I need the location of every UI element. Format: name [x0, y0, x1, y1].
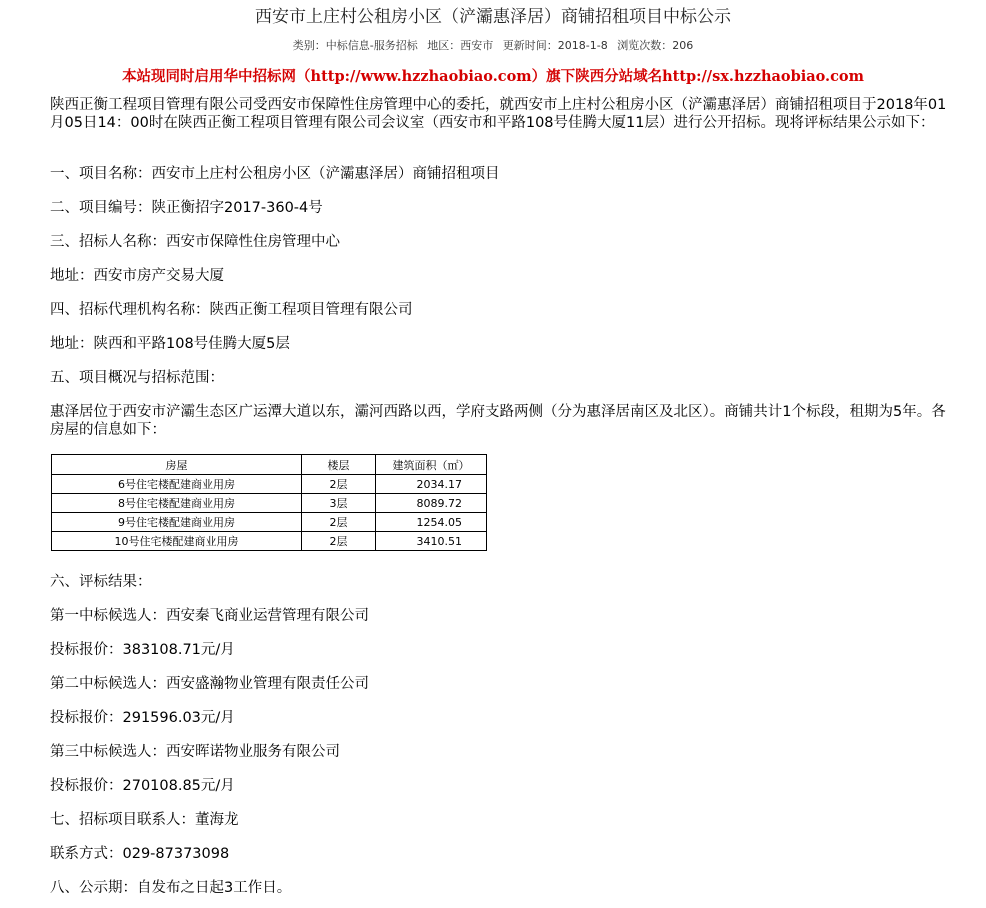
- table-row: [52, 532, 487, 551]
- header-area: 建筑面积（㎡）: [376, 455, 487, 475]
- meta-category: 类别：中标信息-服务招标: [292, 39, 418, 52]
- table-row: [52, 475, 487, 494]
- meta-views: 浏览次数：206: [617, 39, 694, 52]
- meta-line: [0, 37, 986, 55]
- candidate-3: 第三中标候选人：西安晖诺物业服务有限公司: [50, 744, 340, 760]
- table-row: [52, 513, 487, 532]
- cell-area: 1254.05: [376, 513, 487, 532]
- overview-description: 惠泽居位于西安市浐灞生态区广运潭大道以东，灞河西路以西，学府支路两侧（分为惠泽居南区及北区）。商铺共计1个标段，租期为5年。各房屋的信息如下：: [50, 404, 946, 438]
- section-results: 六、评标结果：: [50, 574, 152, 590]
- section-project-name: 一、项目名称：西安市上庄村公租房小区（浐灞惠泽居）商铺招租项目: [50, 166, 500, 182]
- site-notice: 本站现同时启用华中招标网（http://www.hzzhaobiao.com）旗下陕西分站域名http://sx.hzzhaobiao.com: [122, 68, 864, 85]
- cell-room: 9号住宅楼配建商业用房: [52, 513, 302, 532]
- section-overview: 五、项目概况与招标范围：: [50, 370, 224, 386]
- cell-room: 8号住宅楼配建商业用房: [52, 494, 302, 513]
- meta-region: 地区：西安市: [427, 39, 494, 52]
- candidate-1-price: 投标报价：383108.71元/月: [50, 642, 235, 658]
- cell-area: 8089.72: [376, 494, 487, 513]
- intro-paragraph: 陕西正衡工程项目管理有限公司受西安市保障性住房管理中心的委托，就西安市上庄村公租房小区（浐灞惠泽居）商铺招租项目于2018年01月05日14：00时在陕西正衡工程项目管理有限公司会议室（西安市和平路108号佳腾大厦11层）进行公开招标。现将评标结果公示如下：: [50, 97, 947, 131]
- cell-floor: 2层: [302, 513, 376, 532]
- cell-floor: 2层: [302, 475, 376, 494]
- cell-room: 6号住宅楼配建商业用房: [52, 475, 302, 494]
- table-row: [52, 494, 487, 513]
- meta-updated: 更新时间：2018-1-8: [502, 39, 608, 52]
- page-title: 西安市上庄村公租房小区（浐灞惠泽居）商铺招租项目中标公示: [255, 7, 731, 27]
- candidate-2: 第二中标候选人：西安盛瀚物业管理有限责任公司: [50, 676, 369, 692]
- tenderer-address: 地址：西安市房产交易大厦: [50, 268, 224, 284]
- candidate-1: 第一中标候选人：西安秦飞商业运营管理有限公司: [50, 608, 369, 624]
- cell-area: 2034.17: [376, 475, 487, 494]
- contact-phone: 联系方式：029-87373098: [50, 846, 230, 862]
- cell-floor: 3层: [302, 494, 376, 513]
- section-publicity-period: 八、公示期：自发布之日起3工作日。: [50, 880, 292, 896]
- table-header-row: [52, 455, 487, 475]
- cell-area: 3410.51: [376, 532, 487, 551]
- cell-room: 10号住宅楼配建商业用房: [52, 532, 302, 551]
- section-agency: 四、招标代理机构名称：陕西正衡工程项目管理有限公司: [50, 302, 413, 318]
- rooms-table: [51, 454, 487, 551]
- header-floor: 楼层: [302, 455, 376, 475]
- section-contact-person: 七、招标项目联系人：董海龙: [50, 812, 239, 828]
- agency-address: 地址：陕西和平路108号佳腾大厦5层: [50, 336, 290, 352]
- candidate-3-price: 投标报价：270108.85元/月: [50, 778, 235, 794]
- header-room: 房屋: [52, 455, 302, 475]
- cell-floor: 2层: [302, 532, 376, 551]
- section-project-number: 二、项目编号：陕正衡招字2017-360-4号: [50, 200, 323, 216]
- section-tenderer: 三、招标人名称：西安市保障性住房管理中心: [50, 234, 340, 250]
- candidate-2-price: 投标报价：291596.03元/月: [50, 710, 235, 726]
